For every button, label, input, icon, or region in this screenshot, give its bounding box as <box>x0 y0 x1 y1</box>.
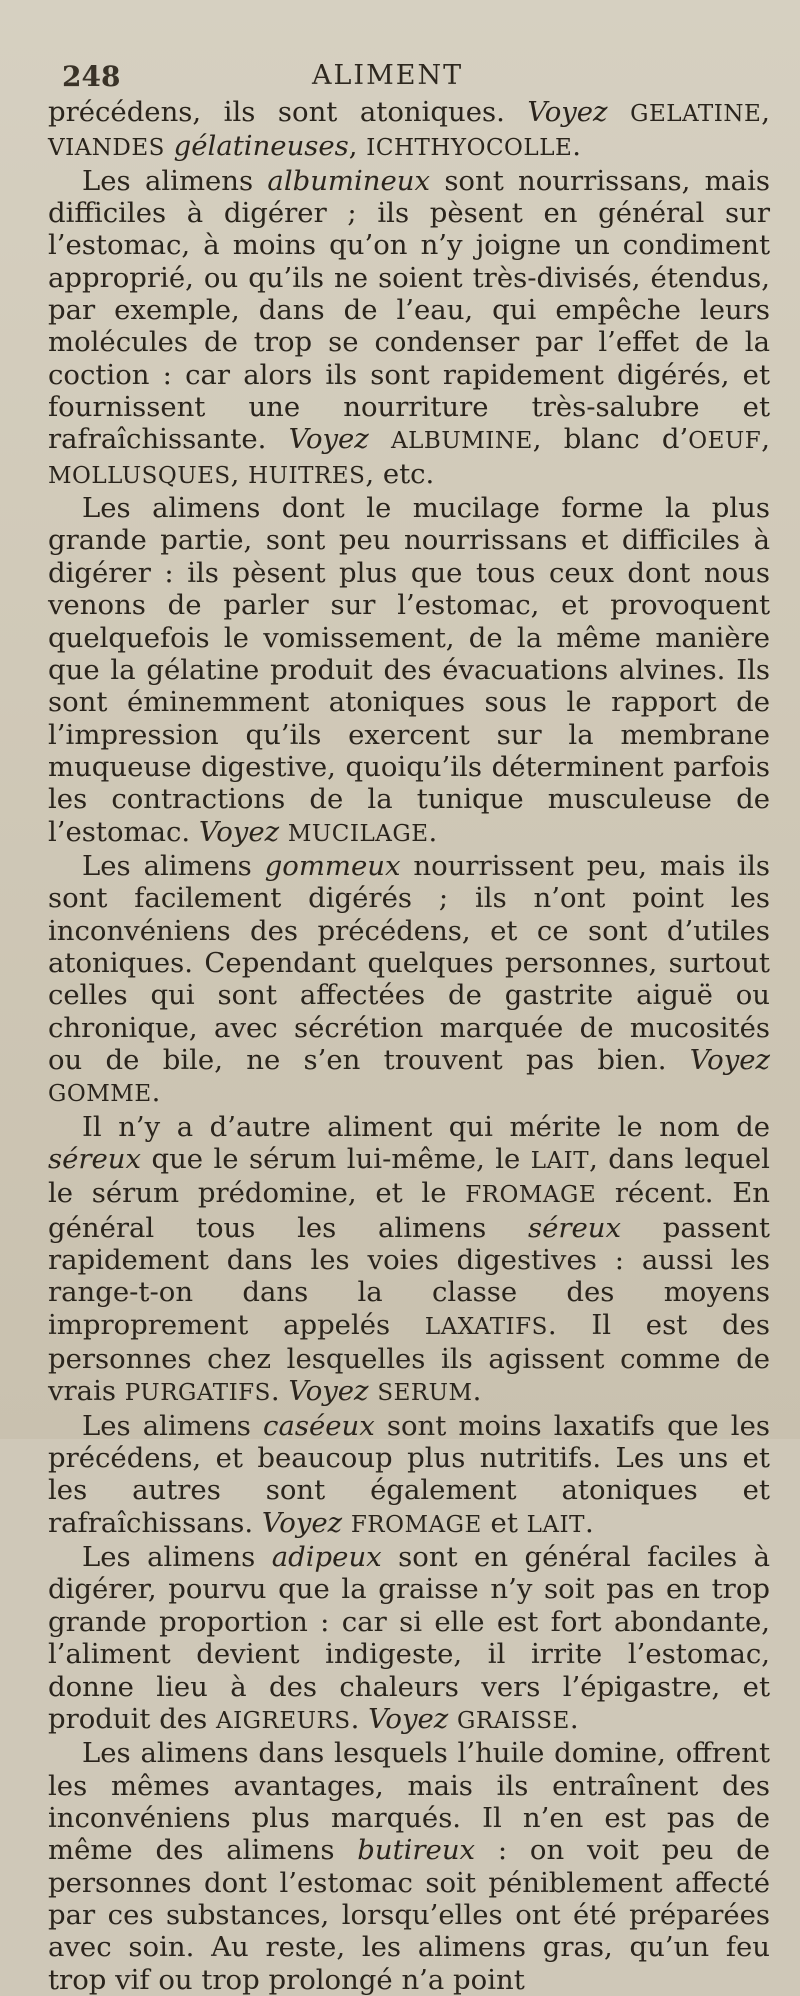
text-run: , <box>348 130 367 163</box>
cross-reference: ALBUMINE <box>391 428 533 455</box>
text-run: Les alimens <box>82 164 268 197</box>
text-run: sont nourrissans, mais difficiles à digérer ; ils pèsent en général sur l’estomac, à moins qu’on n’y joigne un condiment approprié, ou qu’ils ne soient très-divisés, étendus, par exemple, dans de l’eau, qui empêche leurs molécules de trop se condenser par l’effet de la coction : car alors ils sont rapidement digérés, et fournissent une nourriture très-salubre et rafraîchissante. <box>48 164 770 456</box>
text-run: Les alimens dans lesquels l’huile domine, offrent les mêmes avantages, mais ils entraînent des inconvéniens plus marqués. Il n’en est pas de même des alimens <box>48 1737 770 1867</box>
body-text <box>48 96 770 1996</box>
text-run: , <box>761 96 770 128</box>
cross-reference: ICHTHYOCOLLE <box>366 135 573 162</box>
italic-term: gélatineuses <box>173 130 349 163</box>
page-header <box>48 60 770 94</box>
italic-term: albumineux <box>267 164 431 197</box>
text-run: nourrissent peu, mais ils sont facilement digérés ; ils n’ont point les inconvéniens des précédens, et ce sont d’utiles atoniques. Cependant quelques personnes, surtout celles qui sont affectées de gastrite aiguë ou chronique, avec sécrétion marquée de mucosités ou de bile, ne s’en trouvent pas bien. <box>48 849 770 1076</box>
text-run: Les alimens <box>82 849 265 882</box>
text-run: . <box>428 815 438 848</box>
italic-term: Voyez <box>288 423 369 456</box>
cross-reference: GELATINE <box>630 101 762 127</box>
text-run: Les alimens dont le mucilage forme la plus grande partie, sont peu nourrissans et difficiles à digérer : ils pèsent plus que tous ceux dont nous venons de parler sur l’estomac, et provoquent quelquefois le vomissement, de la même manière que la gélatine produit des évacuations alvines. Ils sont éminemment atoniques sous le rapport de l’impression qu’ils exercent sur la membrane muqueuse digestive, quoiqu’ils déterminent parfois les contractions de la tunique musculeuse de l’estomac. <box>48 492 770 848</box>
text-run: et <box>481 1506 527 1539</box>
italic-term: Voyez <box>198 815 280 848</box>
paragraph <box>48 1737 770 1996</box>
italic-term: adipeux <box>271 1541 382 1574</box>
italic-term: Voyez <box>527 96 608 128</box>
text-run <box>279 816 288 848</box>
text-run <box>369 1375 378 1407</box>
paragraph <box>48 1111 770 1410</box>
text-run: . <box>350 1702 369 1735</box>
paragraph <box>48 165 770 492</box>
text-run <box>165 130 174 162</box>
text-run: Les alimens <box>82 1409 264 1442</box>
text-run: passent rapidement dans les voies digestives : aussi les range-t-on dans la classe des moyens improprement appelés <box>48 1211 770 1341</box>
text-run: . <box>584 1506 594 1539</box>
text-run: . <box>270 1375 289 1408</box>
italic-term: Voyez <box>288 1375 369 1408</box>
text-run <box>342 1507 351 1539</box>
cross-reference: LAXATIFS <box>424 1313 548 1340</box>
text-run: : on voit peu de personnes dont l’estomac soit péniblement affecté par ces substances, lorsqu’elles ont été préparées avec soin. Au reste, les alimens gras, qu’un feu trop vif ou trop prolongé n’a point <box>48 1834 770 1996</box>
text-run: récent. En général tous les alimens <box>48 1177 770 1244</box>
text-run: . <box>472 1375 482 1408</box>
cross-reference: GRAISSE <box>457 1707 570 1734</box>
cross-reference: VIANDES <box>48 135 165 162</box>
text-run <box>608 96 631 128</box>
text-run: sont moins laxatifs que les précédens, et beaucoup plus nutritifs. Les uns et les autres sont également atoniques et rafraîchissans. <box>48 1409 770 1539</box>
paragraph <box>48 1410 770 1541</box>
text-run: , <box>761 423 770 456</box>
cross-reference: LAIT <box>526 1511 585 1538</box>
cross-reference: OEUF <box>688 428 762 455</box>
text-run: que le sérum lui-même, le <box>141 1143 531 1175</box>
text-run: Il n’y a d’autre aliment qui mérite le nom de <box>82 1110 770 1143</box>
italic-term: caséeux <box>263 1409 375 1442</box>
text-run: . <box>151 1076 161 1109</box>
italic-term: séreux <box>48 1143 142 1175</box>
paragraph <box>48 96 770 165</box>
italic-term: butireux <box>357 1834 476 1867</box>
cross-reference: GOMME <box>48 1081 152 1108</box>
cross-reference: MOLLUSQUES <box>48 462 231 489</box>
text-run: , dans lequel le sérum prédomine, et le <box>48 1143 770 1210</box>
page-number: 248 <box>62 60 121 93</box>
italic-term: Voyez <box>689 1043 770 1076</box>
text-run: . <box>572 130 582 163</box>
paragraph <box>48 1541 770 1737</box>
cross-reference: SERUM <box>377 1380 473 1407</box>
running-head: ALIMENT <box>312 60 464 91</box>
text-run: , etc. <box>365 457 435 490</box>
text-run: sont en général faciles à digérer, pourvu que la graisse n’y soit pas en trop grande proportion : car si elle est fort abondante, l’aliment devient indigeste, il irrite l’estomac, donne lieu à des chaleurs vers l’épigastre, et produit des <box>48 1541 771 1735</box>
cross-reference: FROMAGE <box>350 1511 482 1538</box>
italic-term: Voyez <box>368 1702 449 1735</box>
text-run <box>448 1703 457 1735</box>
cross-reference: MUCILAGE <box>287 820 429 847</box>
cross-reference: FROMAGE <box>465 1182 597 1209</box>
text-run: précédens, ils sont atoniques. <box>48 96 528 128</box>
cross-reference: PURGATIFS <box>124 1380 271 1407</box>
paragraph <box>48 492 770 850</box>
italic-term: séreux <box>527 1211 621 1244</box>
text-run: , <box>230 457 249 490</box>
cross-reference: AIGREURS <box>215 1707 351 1734</box>
italic-term: gommeux <box>264 849 401 882</box>
text-run <box>369 423 391 455</box>
paragraph <box>48 850 770 1111</box>
cross-reference: LAIT <box>530 1148 590 1174</box>
text-run: , blanc d’ <box>532 423 689 456</box>
cross-reference: HUITRES <box>248 462 366 489</box>
text-run: . Il est des personnes chez lesquelles ils agissent comme de vrais <box>48 1308 770 1408</box>
italic-term: Voyez <box>261 1506 343 1539</box>
text-run: . <box>569 1702 579 1735</box>
text-run: Les alimens <box>82 1541 272 1574</box>
